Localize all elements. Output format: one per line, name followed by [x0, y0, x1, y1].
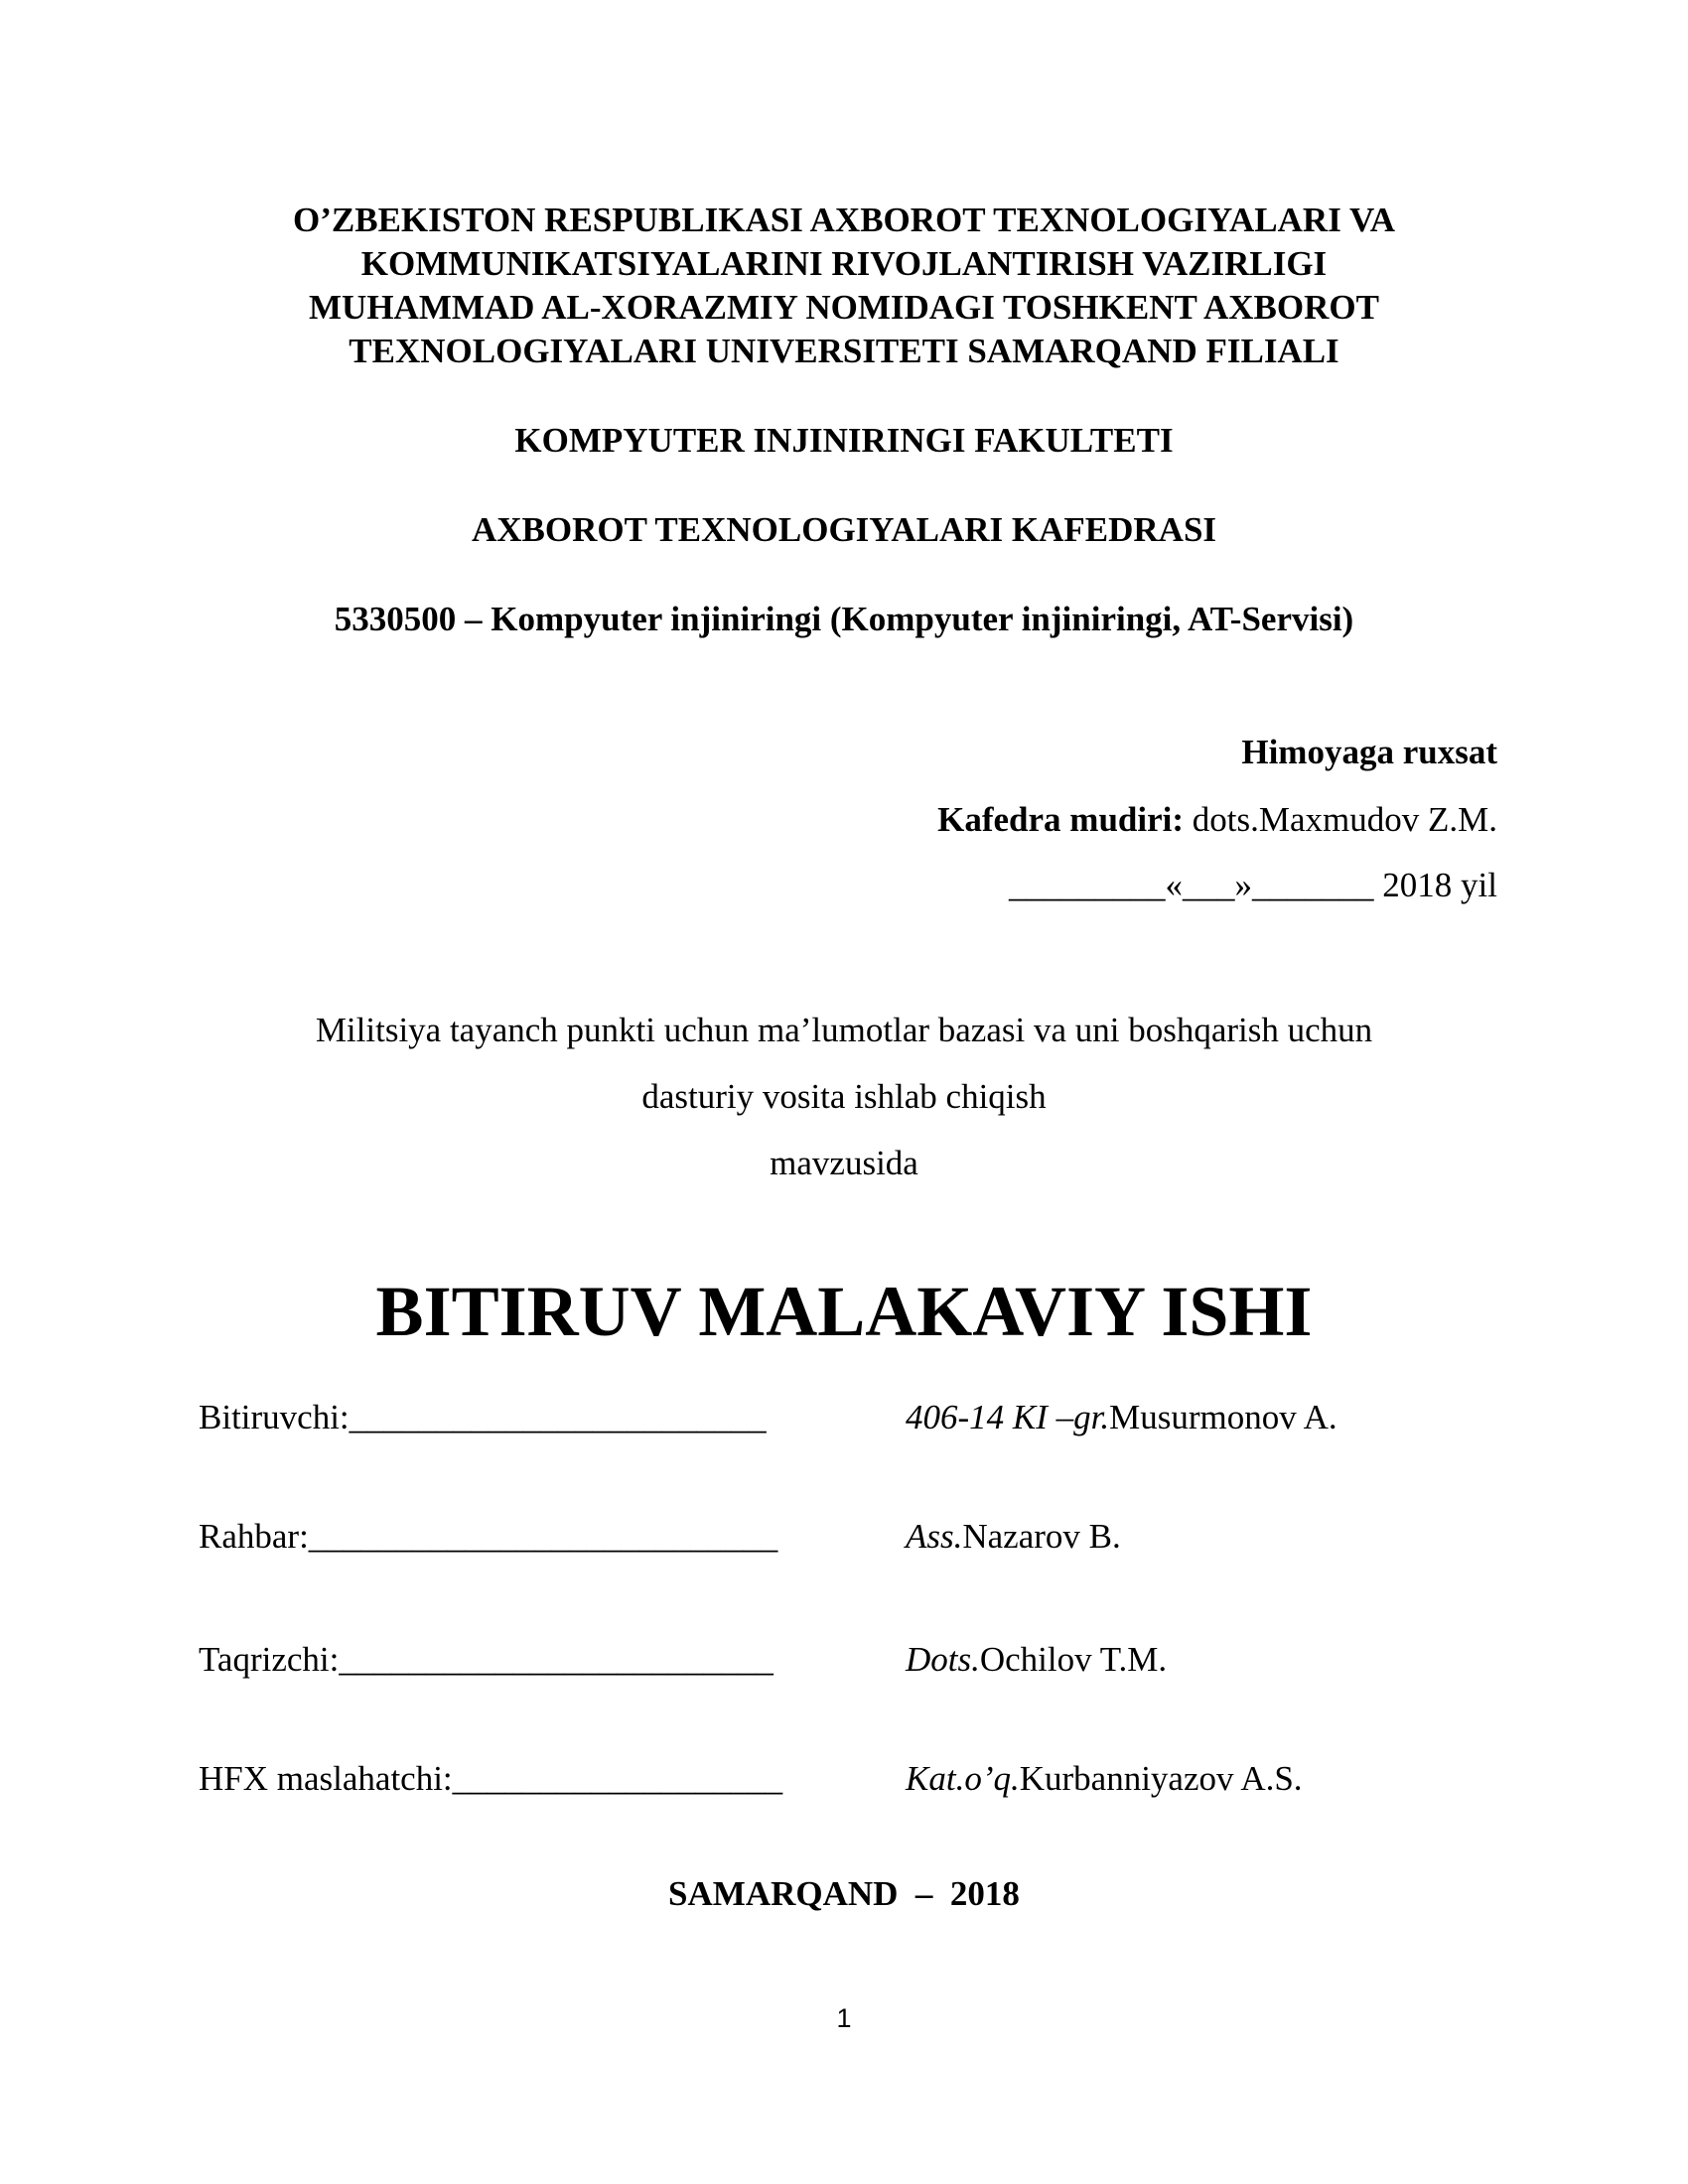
signatory-title: Kat.o’q.: [906, 1759, 1020, 1798]
signature-role: HFX maslahatchi:___________________: [199, 1759, 783, 1798]
topic-line: Militsiya tayanch punkti uchun ma’lumotlar bazasi va uni boshqarish uchun: [315, 1011, 1373, 1049]
signature-role: Rahbar:___________________________: [199, 1517, 778, 1556]
department-head-name: dots.Maxmudov Z.M.: [1184, 800, 1497, 839]
department-head-label: Kafedra mudiri:: [937, 800, 1185, 839]
signatory-name: Musurmonov A.: [1109, 1398, 1337, 1436]
thesis-topic: [0, 997, 1688, 1196]
topic-line: mavzusida: [770, 1144, 918, 1182]
signatory-name: Nazarov B.: [962, 1517, 1121, 1556]
signatory: [906, 1640, 1167, 1680]
ministry-line: TEXNOLOGIYALARI UNIVERSITETI SAMARQAND FILIALI: [349, 332, 1339, 370]
document-title: BITIRUV MALAKAVIY ISHI: [375, 1272, 1313, 1351]
department-name: AXBOROT TEXNOLOGIYALARI KAFEDRASI: [471, 510, 1217, 549]
faculty-name: KOMPYUTER INJINIRINGI FAKULTETI: [514, 421, 1174, 460]
signatory: [906, 1517, 1121, 1557]
signatory-title: 406-14 KI –gr.: [906, 1398, 1110, 1436]
ministry-header: [0, 199, 1688, 373]
page-number: 1: [836, 2003, 852, 2033]
ministry-line: MUHAMMAD AL-XORAZMIY NOMIDAGI TOSHKENT AXBOROT: [309, 288, 1379, 327]
signatory-name: Ochilov T.M.: [979, 1640, 1168, 1679]
city-year: SAMARQAND – 2018: [668, 1874, 1020, 1913]
department-head: [937, 800, 1497, 840]
approval-title: Himoyaga ruxsat: [1241, 733, 1497, 771]
signatory: [906, 1759, 1303, 1799]
ministry-line: KOMMUNIKATSIYALARINI RIVOJLANTIRISH VAZIRLIGI: [360, 244, 1328, 283]
signatory: [906, 1398, 1337, 1437]
signatory-title: Dots.: [906, 1640, 980, 1679]
topic-line: dasturiy vosita ishlab chiqish: [641, 1077, 1047, 1116]
speciality-line: 5330500 – Kompyuter injiniringi (Kompyuter injiniringi, AT-Servisi): [334, 600, 1354, 638]
signatory-title: Ass.: [906, 1517, 963, 1556]
signature-role: Bitiruvchi:________________________: [199, 1398, 767, 1436]
signatory-name: Kurbanniyazov A.S.: [1019, 1759, 1303, 1798]
ministry-line: O’ZBEKISTON RESPUBLIKASI AXBOROT TEXNOLOGIYALARI VA: [293, 201, 1395, 239]
approval-date-line: _________«___»_______ 2018 yil: [1009, 866, 1497, 904]
signature-role: Taqrizchi:_________________________: [199, 1640, 774, 1679]
